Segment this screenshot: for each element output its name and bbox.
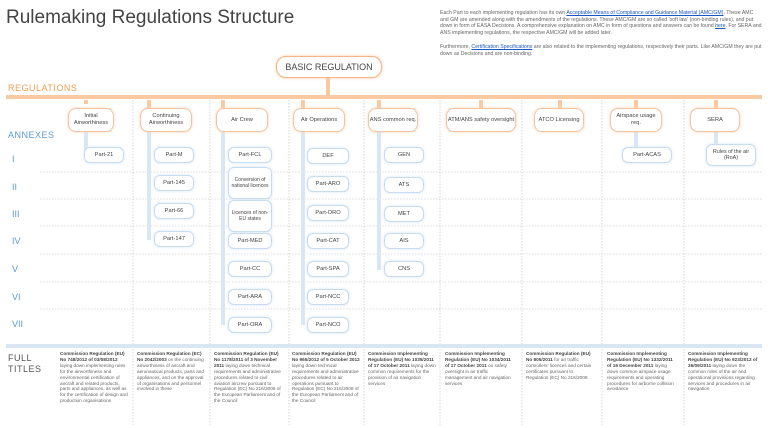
annex-connector (147, 130, 151, 240)
annex-connector (377, 130, 381, 270)
annex-part-cat[interactable]: Part-CAT (307, 233, 349, 249)
annexes-label: ANNEXES (8, 130, 55, 140)
annex-rules-of-the-air[interactable]: Rules of the air (RoA) (706, 144, 756, 166)
full-title-reference: Commission Regulation (EU) No 1178/2011 of 3 November 2011 (214, 351, 279, 368)
full-title-description: on safety oversight in air traffic management and air navigation services (445, 362, 511, 386)
regulation-stub (147, 100, 151, 108)
full-title-reference: Commission Implementing Regulation (EU) No 1332/2011 of 16 December 2011 (607, 351, 673, 368)
regulation-atco-licensing[interactable]: ATCO Licensing (534, 108, 584, 132)
full-title-description: laying down technical requirements and administrative procedures related to civil aviation aircrew pursuant to Regulation (EC) No 216/2008 of the European Parliament and of the Council (214, 362, 281, 404)
full-title-atco-licensing (526, 351, 596, 381)
full-title-sera (688, 351, 758, 392)
regulation-stub (634, 100, 638, 108)
annex-number: VI (12, 292, 21, 302)
full-title-reference: Commission Implementing Regulation (EU) No 1034/2011 of 17 October 2011 (445, 351, 511, 368)
annex-part-oro[interactable]: Part-ORO (307, 205, 349, 221)
regulation-stub (84, 100, 88, 104)
annex-part-ara[interactable]: Part-ARA (228, 289, 272, 305)
regulation-initial-airworthiness[interactable]: Initial Airworthiness (68, 108, 114, 132)
annex-ats[interactable]: ATS (384, 177, 424, 193)
intro-text: . These AMC and GM are amended along with the amendments of the regulations. These AMC/GM are so called 'soft law' (non-binding rules), and put down in form of EASA Decisions. A comprehensive explanation on AMC in form of questions and answers can be found (440, 10, 754, 30)
regulation-air-crew[interactable]: Air Crew (216, 108, 268, 132)
full-titles-label: FULL TITLES (8, 353, 42, 374)
full-title-reference: Commission Regulation (EC) No 2042/2003 (137, 351, 202, 362)
regulation-stub (377, 100, 381, 108)
regulation-stub (558, 100, 562, 108)
regulation-stub (714, 100, 718, 108)
qa-here-link[interactable]: here (715, 23, 726, 30)
amc-gm-link[interactable]: Acceptable Means of Compliance and Guidance Material (AMC/GM) (566, 10, 724, 16)
basic-regulation-box[interactable]: BASIC REGULATION (276, 56, 382, 78)
regulation-ans-common-req[interactable]: ANS common req. (368, 108, 418, 132)
full-title-airspace-usage (607, 351, 677, 392)
regulation-sera[interactable]: SERA (690, 108, 740, 132)
annex-number: V (12, 264, 19, 274)
page-title: Rulemaking Regulations Structure (6, 7, 295, 28)
full-title-air-crew (214, 351, 284, 404)
full-title-reference: Commission Regulation (EU) No 965/2012 of 5 October 2012 (292, 351, 360, 362)
annex-conversion-national-licences[interactable]: Conversion of national licences (228, 167, 272, 199)
full-title-description: for air traffic controllers' licences and certain certificates pursuant to Regulation (EC) No 216/2008 (526, 356, 592, 380)
annex-number: III (12, 209, 20, 219)
full-title-description: laying down common requirements for the provision of air navigation services (368, 362, 436, 386)
annex-part-147[interactable]: Part-147 (154, 231, 194, 247)
annex-connector (221, 130, 225, 325)
regulations-bus (6, 95, 762, 99)
annex-part-acas[interactable]: Part-ACAS (622, 147, 672, 163)
regulation-continuing-airworthiness[interactable]: Continuing Airworthiness (140, 108, 192, 132)
full-title-reference: Commission Regulation (EU) No 805/2011 (526, 351, 591, 362)
full-title-reference: Commission Regulation (EU) No 748/2012 of 03/08/2012 (60, 351, 125, 362)
annex-part-spa[interactable]: Part-SPA (307, 261, 349, 277)
regulations-label: REGULATIONS (8, 83, 78, 93)
intro-text: are also related to the implementing regulations, respectively their parts. Like AMC/GM they are put down as Decisions and are non-binding. (440, 44, 762, 57)
annex-part-m[interactable]: Part-M (154, 147, 194, 163)
annex-licences-non-eu-states[interactable]: Licences of non-EU states (228, 200, 272, 232)
annex-gen[interactable]: GEN (384, 147, 424, 163)
annex-met[interactable]: MET (384, 206, 424, 222)
regulation-stub (301, 100, 305, 108)
annex-part-med[interactable]: Part-MED (228, 233, 272, 249)
regulation-stub (479, 100, 483, 108)
regulation-airspace-usage-req[interactable]: Airspace usage req. (610, 108, 662, 132)
full-title-description: laying down the common rules of the air and operational provisions regarding services and procedures in air navigation (688, 362, 755, 392)
full-title-description: laying down common airspace usage requirements and operating procedures for airborne collision avoidance (607, 362, 674, 392)
full-title-initial-airworthiness (60, 351, 130, 404)
basic-connector (326, 76, 330, 98)
regulation-air-operations[interactable]: Air Operations (293, 108, 345, 132)
annex-part-66[interactable]: Part-66 (154, 203, 194, 219)
regulation-atm-ans-safety-oversight[interactable]: ATM/ANS safety oversight (446, 108, 516, 132)
annex-number: I (12, 154, 15, 164)
annex-part-fcl[interactable]: Part-FCL (228, 147, 272, 163)
intro-paragraph-amc (440, 10, 762, 36)
annex-part-nco[interactable]: Part-NCO (307, 317, 349, 333)
annex-part-aro[interactable]: Part-ARO (307, 176, 349, 192)
certification-specifications-link[interactable]: Certification Specifications (471, 44, 533, 50)
full-title-description: laying down implementing rules for the airworthiness and environmental certification of aircraft and related products, parts and appliances, as well as for the certification of design and production organisations (60, 362, 128, 404)
annex-cns[interactable]: CNS (384, 261, 424, 277)
annex-number: II (12, 182, 18, 192)
annex-def[interactable]: DEF (307, 148, 349, 164)
full-title-air-operations (292, 351, 362, 404)
full-title-continuing-airworthiness (137, 351, 207, 392)
intro-text: Furthermore, (440, 44, 472, 50)
annex-part-21[interactable]: Part-21 (84, 147, 124, 163)
intro-text: Each Part to each implementing regulation has its own (440, 10, 567, 16)
full-title-description: laying down technical requirements and administrative procedures related to air operations pursuant to Regulation (EC) No 216/2008 of the European Parliament and of the Council (292, 362, 359, 404)
full-titles-bar (6, 344, 762, 348)
annex-number: IV (12, 236, 21, 246)
annex-number: VII (12, 319, 24, 329)
intro-paragraph-cs (440, 44, 762, 57)
full-title-description: on the continuing airworthiness of aircraft and aeronautical products, parts and appliances, and on the approval of organisations and personnel involved in these (137, 356, 204, 392)
full-title-reference: Commission Implementing Regulation (EU) No 923/2012 of 26/09/2011 (688, 351, 758, 368)
annex-part-145[interactable]: Part-145 (154, 175, 194, 191)
intro-text: . For SERA and ANS implementing regulations, the respective AMC/GM will be added later. (440, 23, 762, 36)
annex-part-ncc[interactable]: Part-NCC (307, 289, 349, 305)
full-title-reference: Commission Implementing Regulation (EU) No 1035/2011 of 17 October 2011 (368, 351, 434, 368)
regulation-stub (221, 100, 225, 108)
annex-part-cc[interactable]: Part-CC (228, 261, 272, 277)
annex-ais[interactable]: AIS (384, 233, 424, 249)
full-title-ans-common-req (368, 351, 438, 386)
annex-part-ora[interactable]: Part-ORA (228, 317, 272, 333)
annex-connector (301, 130, 305, 325)
full-title-atm-ans-safety-oversight (445, 351, 515, 386)
